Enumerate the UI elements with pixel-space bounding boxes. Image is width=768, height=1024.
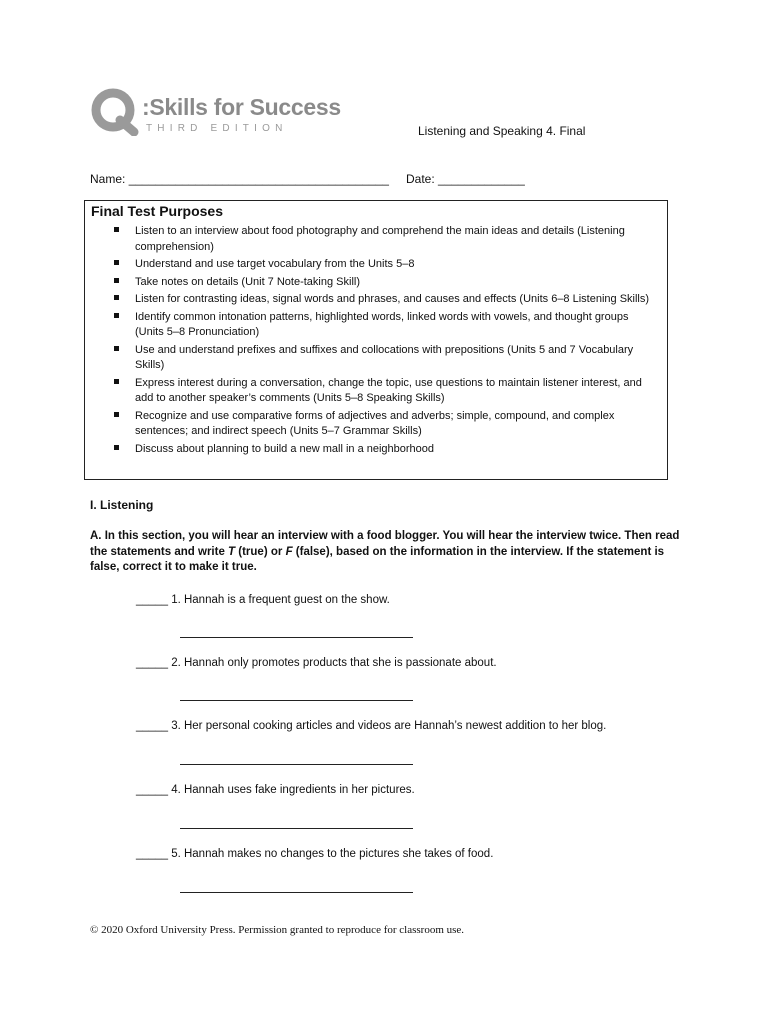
skills-for-success-logo <box>90 88 350 136</box>
bullet-icon <box>114 379 119 384</box>
purpose-text: Understand and use target vocabulary from the Units 5–8 <box>135 258 415 270</box>
date-blank: _____________ <box>438 172 525 186</box>
tf-blank[interactable]: _____ <box>136 784 168 796</box>
purposes-title: Final Test Purposes <box>91 203 223 219</box>
instructions <box>90 529 680 576</box>
correction-line[interactable] <box>180 827 413 829</box>
purpose-text: Identify common intonation patterns, highlighted words, linked words with vowels, and thought groups (Units 5–8 Pronunciation) <box>135 310 629 338</box>
name-blank: _______________________________________ <box>128 172 389 186</box>
purpose-item <box>111 376 651 407</box>
question-text: 2. Hannah only promotes products that she is passionate about. <box>171 657 497 669</box>
purpose-item <box>111 409 651 440</box>
purpose-item <box>111 442 651 458</box>
logo-subtitle: THIRD EDITION <box>146 123 288 134</box>
bullet-icon <box>114 227 119 232</box>
purpose-text: Use and understand prefixes and suffixes and collocations with prepositions (Units 5 and 7 Vocabulary Skills) <box>135 343 634 371</box>
bullet-icon <box>114 412 119 417</box>
question-2 <box>136 657 497 669</box>
purpose-item <box>111 224 651 255</box>
test-title: Listening and Speaking 4. Final <box>418 124 586 138</box>
name-field[interactable] <box>90 172 389 186</box>
purpose-item <box>111 343 651 374</box>
bullet-icon <box>114 278 119 283</box>
purpose-item <box>111 275 651 291</box>
purpose-text: Recognize and use comparative forms of adjectives and adverbs; simple, compound, and complex sentences; and indirect speech (Units 5–7 Grammar Skills) <box>135 409 615 437</box>
instructions-t: T <box>228 545 236 558</box>
correction-line[interactable] <box>180 763 413 765</box>
bullet-icon <box>114 445 119 450</box>
instructions-f: F <box>285 545 293 558</box>
logo-text: :Skills for Success <box>142 94 341 120</box>
question-4 <box>136 784 415 796</box>
bullet-icon <box>114 346 119 351</box>
tf-blank[interactable]: _____ <box>136 848 168 860</box>
purposes-list <box>111 224 651 459</box>
purpose-item <box>111 292 651 308</box>
copyright-footer: © 2020 Oxford University Press. Permission granted to reproduce for classroom use. <box>90 924 465 936</box>
purpose-item <box>111 310 651 341</box>
instructions-text: (false), based on the information in the interview. If the statement is false, correct it to make it true. <box>90 545 665 573</box>
correction-line[interactable] <box>180 891 413 893</box>
date-field[interactable] <box>406 172 525 186</box>
name-label: Name: <box>90 172 126 186</box>
purpose-text: Take notes on details (Unit 7 Note-taking Skill) <box>135 275 360 288</box>
purpose-text: Express interest during a conversation, change the topic, use questions to maintain listener interest, and add to another speaker’s comments (Units 5–8 Speaking Skills) <box>135 376 642 404</box>
bullet-icon <box>114 313 119 318</box>
bullet-icon <box>114 260 119 265</box>
date-label: Date: <box>406 172 435 186</box>
purpose-text: Listen for contrasting ideas, signal words and phrases, and causes and effects (Units 6–8 Listening Skills) <box>135 293 650 305</box>
question-5 <box>136 848 493 860</box>
question-text: 5. Hannah makes no changes to the pictures she takes of food. <box>171 848 494 860</box>
question-text: 3. Her personal cooking articles and videos are Hannah’s newest addition to her blog. <box>171 720 607 732</box>
correction-line[interactable] <box>180 699 413 701</box>
tf-blank[interactable]: _____ <box>136 594 168 606</box>
question-3 <box>136 720 606 732</box>
purpose-text: Discuss about planning to build a new mall in a neighborhood <box>135 442 435 455</box>
correction-line[interactable] <box>180 636 413 638</box>
section-title-listening: I. Listening <box>90 498 154 512</box>
purpose-text: Listen to an interview about food photography and comprehend the main ideas and details (Listening comprehension) <box>135 225 625 253</box>
question-text: 4. Hannah uses fake ingredients in her pictures. <box>171 784 415 796</box>
question-text: 1. Hannah is a frequent guest on the show. <box>171 594 390 606</box>
purpose-item <box>111 257 651 273</box>
bullet-icon <box>114 295 119 300</box>
tf-blank[interactable]: _____ <box>136 720 168 732</box>
instructions-text: (true) or <box>235 545 286 558</box>
instructions-text: A. In this section, you will hear an interview with a food blogger. You will hear the interview twice. Then read the statements and write <box>90 530 680 558</box>
final-test-purposes-box <box>84 200 668 480</box>
tf-blank[interactable]: _____ <box>136 657 168 669</box>
question-1 <box>136 594 390 606</box>
q-logo-icon <box>90 88 142 136</box>
